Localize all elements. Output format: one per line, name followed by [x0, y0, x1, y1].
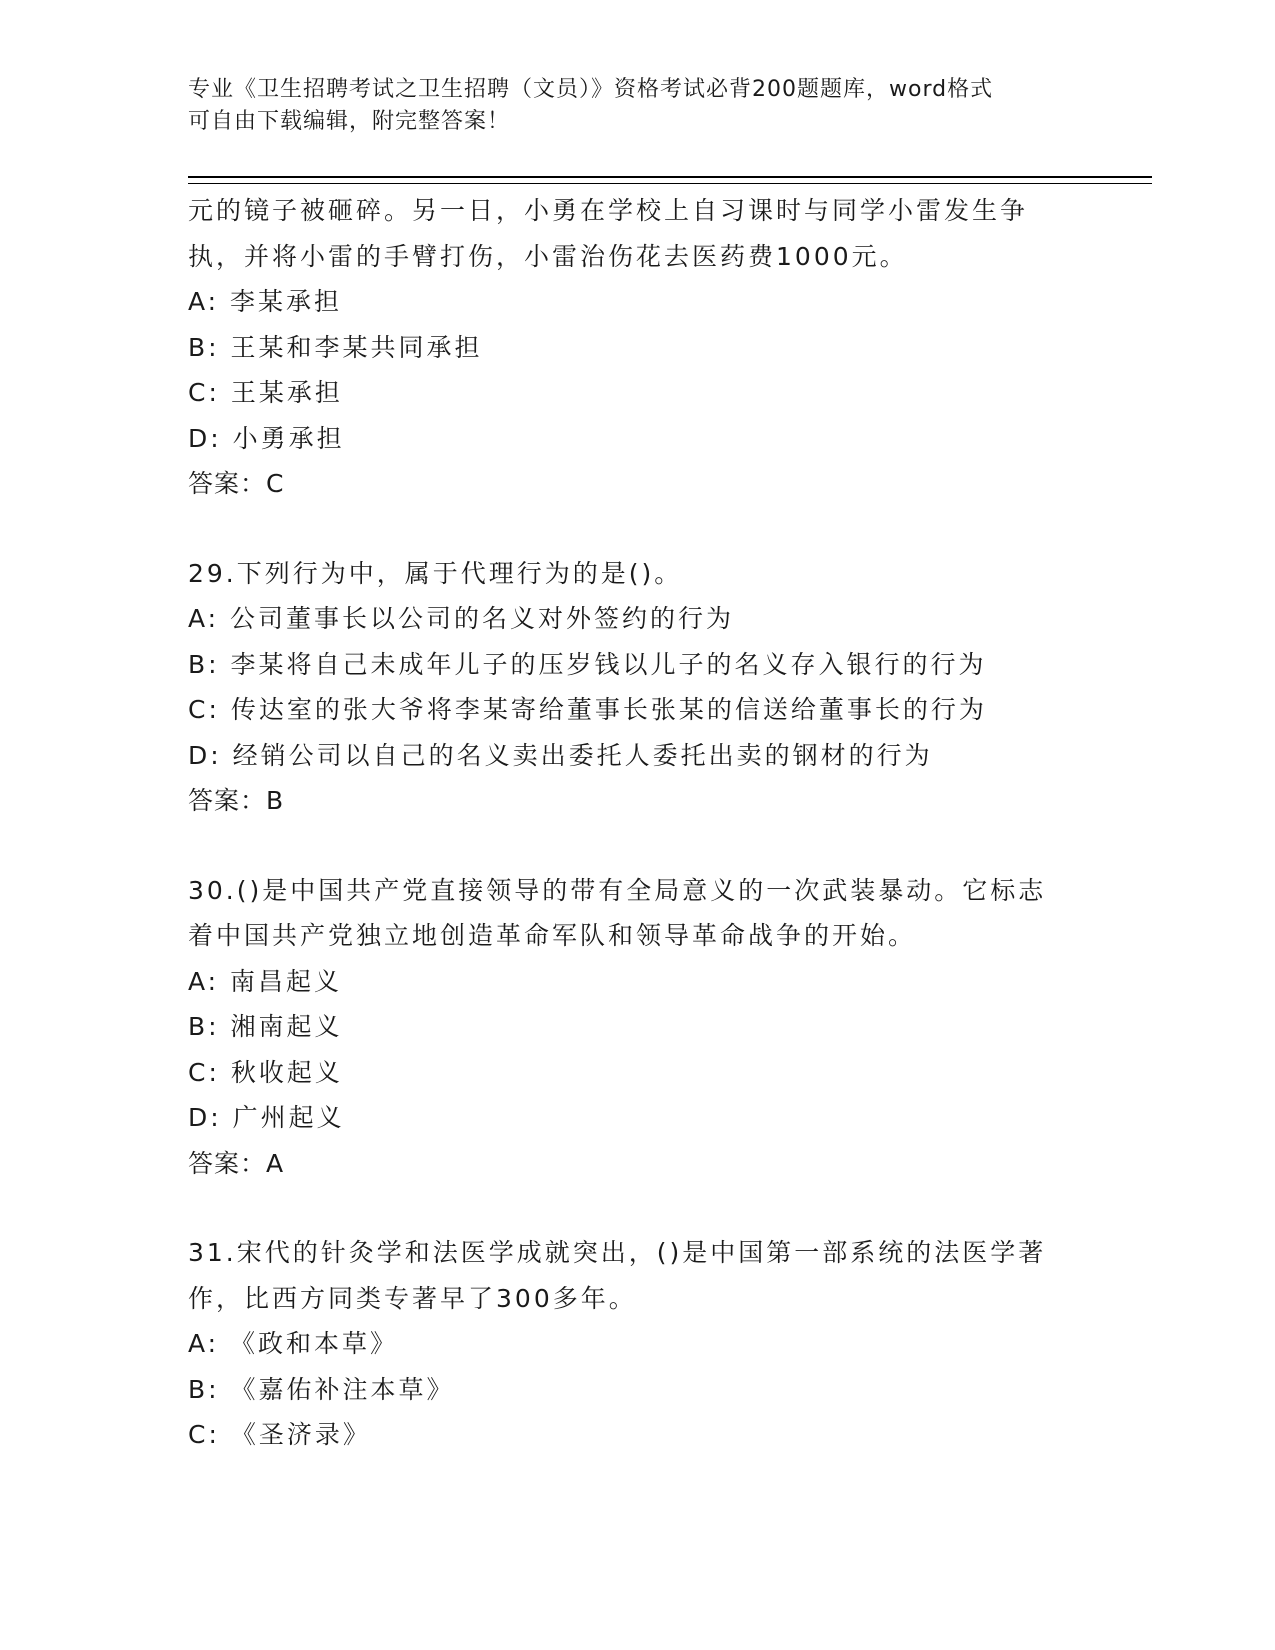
option-b: B: 李某将自己未成年儿子的压岁钱以儿子的名义存入银行的行为 — [188, 649, 987, 679]
option-d: D: 小勇承担 — [188, 423, 345, 453]
question-text-line: 着中国共产党独立地创造革命军队和领导革命战争的开始。 — [188, 921, 917, 950]
option-c: C: 秋收起义 — [188, 1057, 343, 1087]
option-c: C: 王某承担 — [188, 378, 343, 407]
option-a: A: 南昌起义 — [188, 966, 343, 996]
question-text-line: 30.()是中国共产党直接领导的带有全局意义的一次武装暴动。它标志 — [188, 875, 1047, 905]
header-title-line-2: 可自由下载编辑，附完整答案！ — [188, 109, 511, 134]
option-b: B: 王某和李某共同承担 — [188, 332, 483, 362]
spacer — [188, 507, 1088, 551]
option-b: B: 《嘉佑补注本草》 — [188, 1374, 455, 1404]
question-text-line: 执，并将小雷的手臂打伤，小雷治伤花去医药费1000元。 — [188, 241, 908, 271]
spacer — [188, 824, 1088, 868]
question-text-line: 31.宋代的针灸学和法医学成就突出，()是中国第一部系统的法医学著 — [188, 1238, 1047, 1267]
question-30 — [188, 868, 1088, 1187]
option-d: D: 经销公司以自己的名义卖出委托人委托出卖的钢材的行为 — [188, 740, 933, 770]
question-31 — [188, 1230, 1088, 1458]
question-29 — [188, 551, 1088, 824]
header-title-line-1: 专业《卫生招聘考试之卫生招聘（文员）》资格考试必背200题题库，word格式 — [188, 77, 994, 102]
question-text-line: 作，比西方同类专著早了300多年。 — [188, 1283, 637, 1313]
option-c: C: 传达室的张大爷将李某寄给董事长张某的信送给董事长的行为 — [188, 695, 987, 724]
option-a: A: 《政和本草》 — [188, 1329, 399, 1358]
answer-line: 答案：C — [188, 469, 285, 498]
header-divider-thin — [188, 183, 1152, 184]
question-text-line: 元的镜子被砸碎。另一日，小勇在学校上自习课时与同学小雷发生争 — [188, 196, 1029, 225]
question-continued — [188, 188, 1088, 507]
option-c: C: 《圣济录》 — [188, 1420, 371, 1449]
spacer — [188, 1186, 1088, 1230]
question-text-line: 29.下列行为中，属于代理行为的是()。 — [188, 558, 683, 588]
option-b: B: 湘南起义 — [188, 1012, 343, 1041]
option-a: A: 李某承担 — [188, 287, 343, 316]
question-list — [188, 188, 1088, 1458]
option-a: A: 公司董事长以公司的名义对外签约的行为 — [188, 604, 735, 633]
header-divider-thick — [188, 176, 1152, 178]
answer-line: 答案：B — [188, 786, 285, 815]
option-d: D: 广州起义 — [188, 1103, 345, 1132]
answer-line: 答案：A — [188, 1148, 285, 1178]
document-header — [188, 74, 1068, 138]
